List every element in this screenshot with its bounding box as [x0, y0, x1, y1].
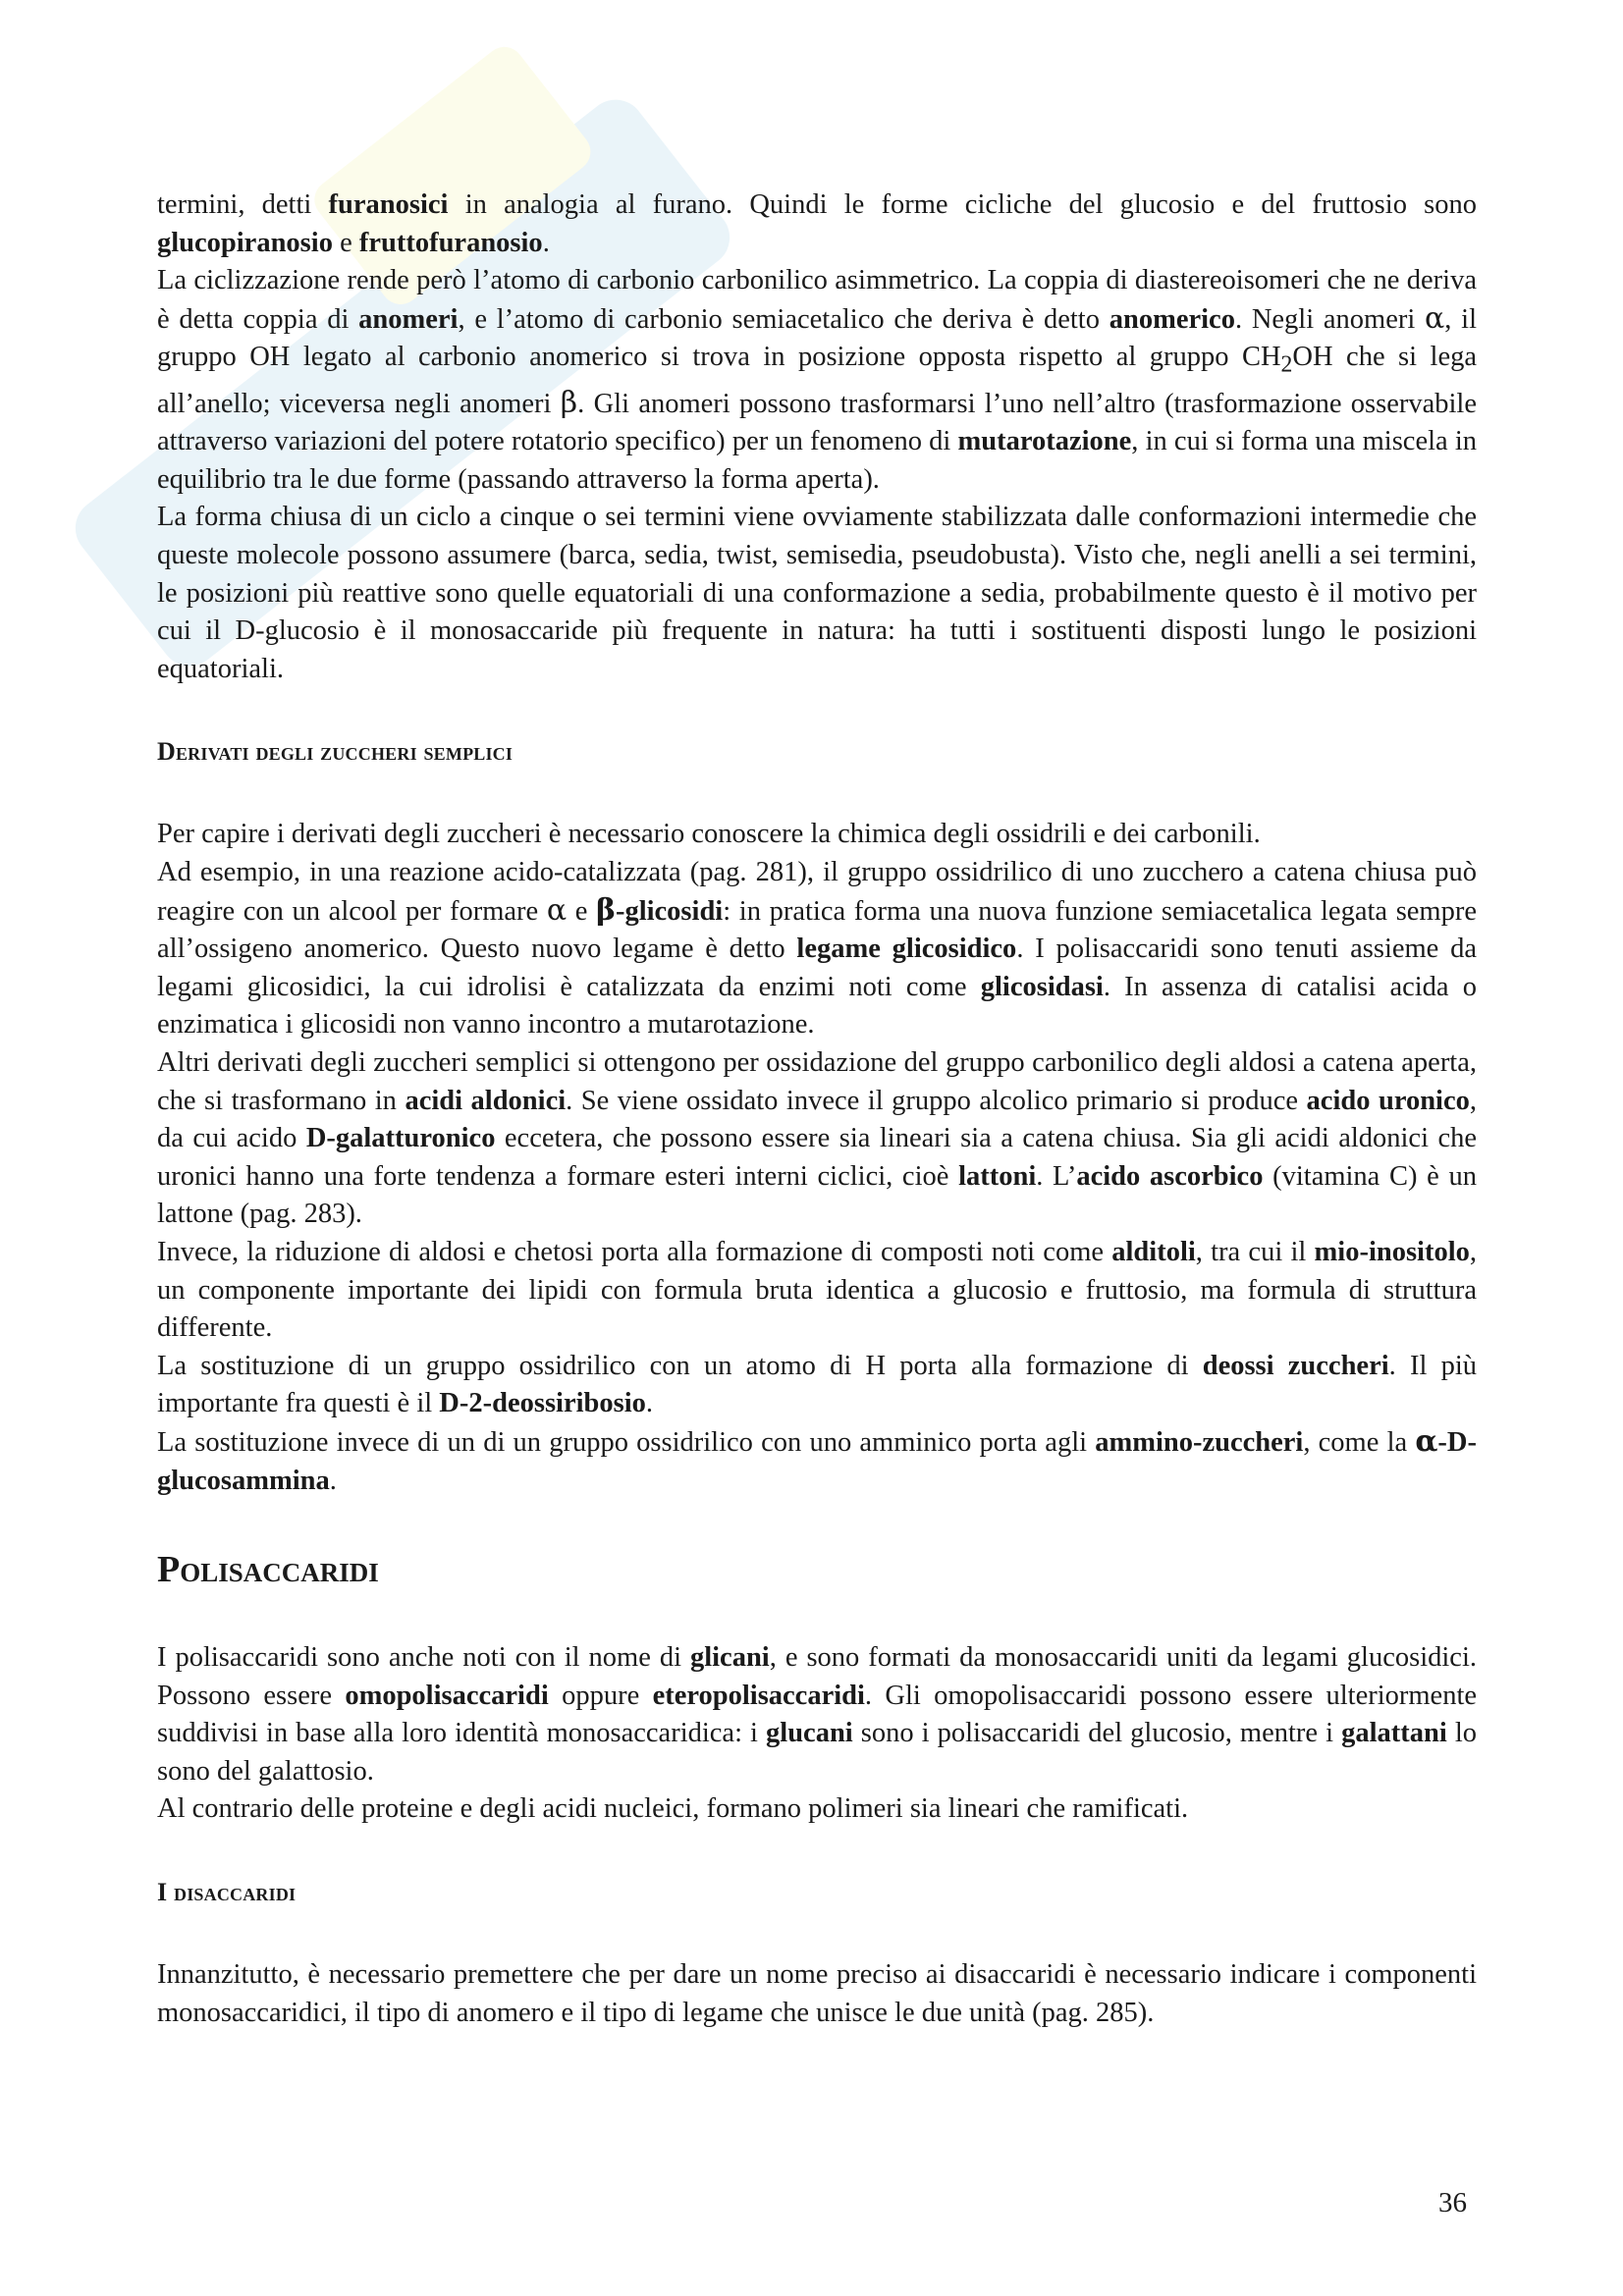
section-heading: Polisaccaridi: [157, 1549, 379, 1591]
paragraph: I polisaccaridi sono anche noti con il nome di glicani, e sono formati da monosaccaridi uniti da legami glucosidici. Possono essere omopolisaccaridi oppure eteropolisaccaridi. Gli omopolisaccaridi possono essere ulteriormente suddivisi in base alla loro identità monosaccaridica: i glucani sono i polisaccaridi del glucosio, mentre i galattani lo sono del galattosio.: [157, 1642, 1478, 1787]
page-number: 36: [1438, 2187, 1467, 2218]
subsection-heading: I disaccaridi: [157, 1878, 297, 1907]
spacer: [157, 771, 1477, 816]
paragraph: Al contrario delle proteine e degli acidi nucleici, formano polimeri sia lineari che ramificati.: [157, 1793, 1189, 1825]
paragraph: Ad esempio, in una reazione acido-catalizzata (pag. 281), il gruppo ossidrilico di uno zucchero a catena chiusa può reagire con un alcool per formare α e β-glicosidi: in pratica forma una nuova funzione semiacetalica legata sempre all’ossigeno anomerico. Questo nuovo legame è detto legame glicosidico. I polisaccaridi sono tenuti assieme da legami glicosidici, la cui idrolisi è catalizzata da enzimi noti come glicosidasi. In assenza di catalisi acida o enzimatica i glicosidi non vanno incontro a mutarotazione.: [157, 857, 1477, 1041]
paragraph: Invece, la riduzione di aldosi e chetosi porta alla formazione di composti noti come alditoli, tra cui il mio-inositolo, un componente importante dei lipidi con formula bruta identica a glucosio e fruttosio, ma formula di struttura differente.: [157, 1236, 1478, 1344]
paragraph: Per capire i derivati degli zuccheri è necessario conoscere la chimica degli ossidrili e dei carbonili.: [157, 819, 1261, 850]
paragraph: termini, detti furanosici in analogia al furano. Quindi le forme cicliche del glucosio e del fruttosio sono glucopiranosio e fruttofuranosio.: [157, 189, 1478, 258]
paragraph: La ciclizzazione rende però l’atomo di carbonio carbonilico asimmetrico. La coppia di diastereoisomeri che ne deriva è detta coppia di anomeri, e l’atomo di carbonio semiacetalico che deriva è detto anomerico. Negli anomeri α, il gruppo OH legato al carbonio anomerico si trova in posizione opposta rispetto al gruppo $CH_2OH$ che si lega all’anello; viceversa negli anomeri β. Gli anomeri possono trasformarsi l’uno nell’altro (trasformazione osservabile attraverso variazioni del potere rotatorio specifico) per un fenomeno di mutarotazione, in cui si forma una miscela in equilibrio tra le due forme (passando attraverso la forma aperta).: [157, 265, 1478, 495]
paragraph: La sostituzione di un gruppo ossidrilico con un atomo di H porta alla formazione di deossi zuccheri. Il più importante fra questi è il D-2-deossiribosio.: [157, 1350, 1478, 1419]
spacer: [157, 1594, 1477, 1639]
paragraph: La sostituzione invece di un di un gruppo ossidrilico con uno amminico porta agli ammino-zuccheri, come la α-D-glucosammina.: [157, 1423, 1477, 1496]
spacer: [157, 1911, 1477, 1956]
document-body: [157, 187, 1477, 2032]
subsection-heading: Derivati degli zuccheri semplici: [157, 737, 514, 767]
paragraph: Altri derivati degli zuccheri semplici si ottengono per ossidazione del gruppo carbonilico degli aldosi a catena aperta, che si trasformano in acidi aldonici. Se viene ossidato invece il gruppo alcolico primario si produce acido uronico, da cui acido D-galatturonico eccetera, che possono essere sia lineari sia a catena chiusa. Sia gli acidi aldonici che uronici hanno una forte tendenza a formare esteri interni ciclici, cioè lattoni. L’acido ascorbico (vitamina C) è un lattone (pag. 283).: [157, 1046, 1478, 1230]
spacer: [157, 1500, 1477, 1545]
paragraph: La forma chiusa di un ciclo a cinque o sei termini viene ovviamente stabilizzata dalle conformazioni intermedie che queste molecole possono assumere (barca, sedia, twist, semisedia, pseudobusta). Visto che, negli anelli a sei termini, le posizioni più reattive sono quelle equatoriali di una conformazione a sedia, probabilmente questo è il motivo per cui il D-glucosio è il monosaccaride più frequente in natura: ha tutti i sostituenti disposti lungo le posizioni equatoriali.: [157, 502, 1477, 684]
paragraph: Innanzitutto, è necessario premettere che per dare un nome preciso ai disaccaridi è necessario indicare i componenti monosaccaridici, il tipo di anomero e il tipo di legame che unisce le due unità (pag. 285).: [157, 1959, 1477, 2028]
spacer: [157, 688, 1477, 733]
spacer: [157, 1829, 1477, 1874]
